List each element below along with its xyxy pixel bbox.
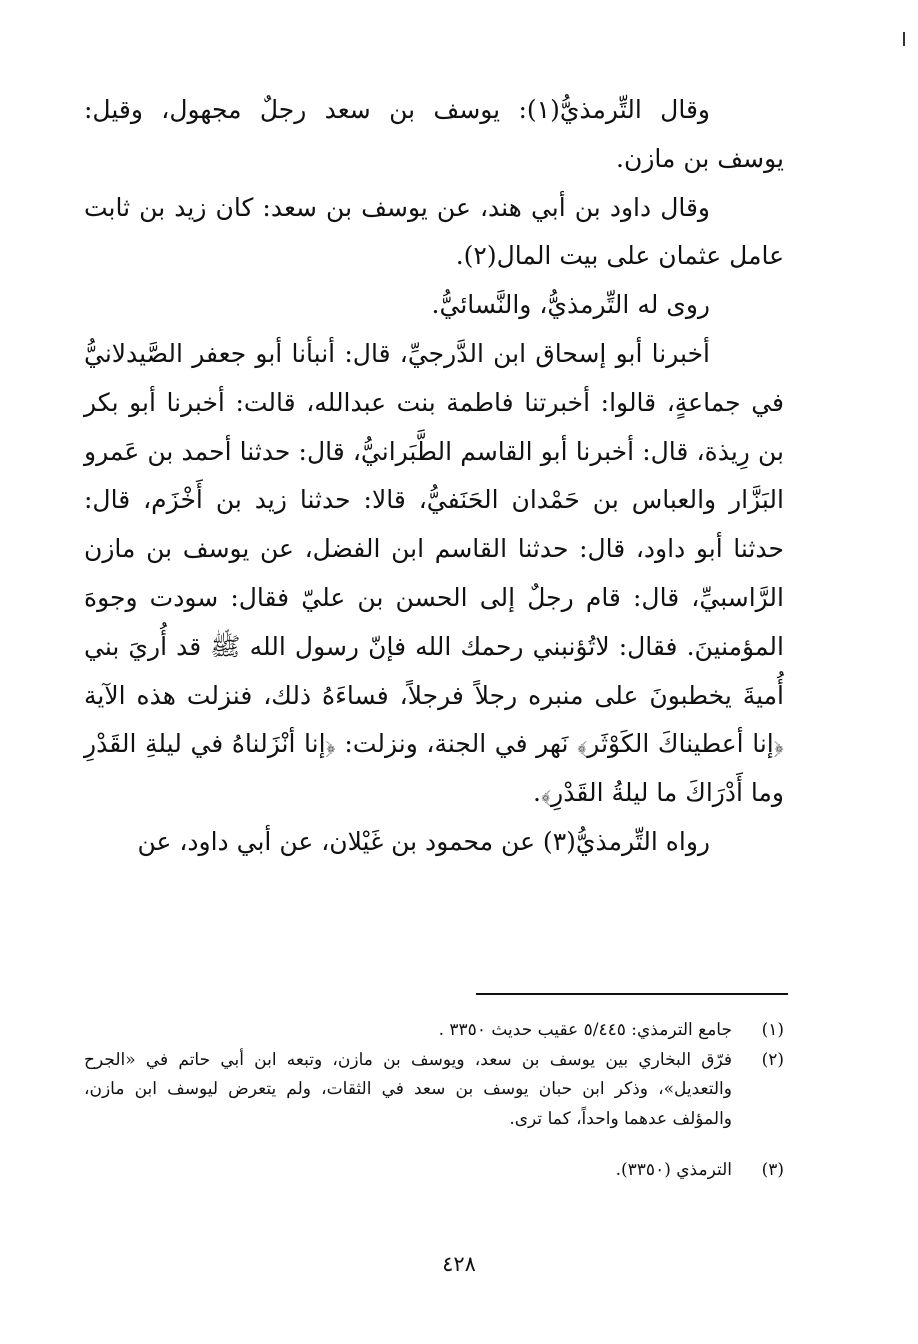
footnote-number: (١) bbox=[761, 1020, 784, 1040]
page-number: ٤٢٨ bbox=[442, 1252, 476, 1276]
footnote-3 bbox=[84, 1156, 784, 1186]
footnote-text: فرّق البخاري بين يوسف بن سعد، ويوسف بن مازن، وتبعه ابن أبي حاتم في «الجرح والتعديل»، وذكر ابن حبان يوسف بن سعد في الثقات، ولم يتعرض ليوسف ابن مازن، والمؤلف عدهما واحداً، كما ترى. bbox=[84, 1049, 732, 1129]
footnote-text: الترمذي (٣٣٥٠). bbox=[615, 1160, 732, 1180]
main-text bbox=[84, 86, 784, 867]
footnote-text: جامع الترمذي: ٥/٤٤٥ عقيب حديث ٣٣٥٠ . bbox=[438, 1020, 732, 1040]
paragraph-narrated-by: روى له التِّرمذيُّ، والنَّسائيُّ. bbox=[431, 290, 710, 320]
footnotes bbox=[84, 1016, 784, 1186]
footnote-1 bbox=[84, 1016, 784, 1046]
page-edge-mark bbox=[903, 32, 905, 46]
footnote-number: (٢) bbox=[761, 1049, 784, 1070]
footnote-2 bbox=[84, 1046, 784, 1135]
footnote-number: (٣) bbox=[761, 1160, 784, 1180]
footnote-divider bbox=[476, 993, 788, 995]
paragraph-tirmidhi-on-yusuf: وقال التِّرمذيُّ(١): يوسف بن سعد رجلٌ مجهول، وقيل: يوسف بن مازن. bbox=[84, 95, 784, 173]
paragraph-tirmidhi-narration: رواه التِّرمذيُّ(٣) عن محمود بن غَيْلان، عن أبي داود، عن bbox=[137, 826, 710, 856]
paragraph-hadith-chain: أخبرنا أبو إسحاق ابن الدَّرجيِّ، قال: أنبأنا أبو جعفر الصَّيدلانيُّ في جماعةٍ، قالوا: أخبرتنا فاطمة بنت عبدالله، قالت: أخبرنا أبو بكر بن رِيذة، قال: أخبرنا أبو القاسم الطَّبَرانيُّ، قال: حدثنا أحمد بن عَمرو البَزَّار والعباس بن حَمْدان الحَنَفيُّ، قالا: حدثنا زيد بن أَخْزَم، قال: حدثنا أبو داود، قال: حدثنا القاسم ابن الفضل، عن يوسف بن مازن الرَّاسبيِّ، قال: قام رجلٌ إلى الحسن بن عليّ فقال: سودت وجوهَ المؤمنينَ. فقال: لاتُؤنبني رحمك الله فإنّ رسول الله ﷺ قد أُريَ بني أُميةَ يخطبونَ على منبره رجلاً فرجلاً، فساءَهُ ذلك، فنزلت هذه الآية ﴿إنا أعطيناكَ الكَوْثَر﴾ نَهر في الجنة، ونزلت: ﴿إنا أنْزَلناهُ في ليلةِ القَدْرِ وما أَدْرَاكَ ما ليلةُ القَدْرِ﴾. bbox=[84, 338, 784, 808]
paragraph-dawud-ibn-abi-hind: وقال داود بن أبي هند، عن يوسف بن سعد: كان زيد بن ثابت عامل عثمان على بيت المال(٢). bbox=[84, 192, 784, 271]
